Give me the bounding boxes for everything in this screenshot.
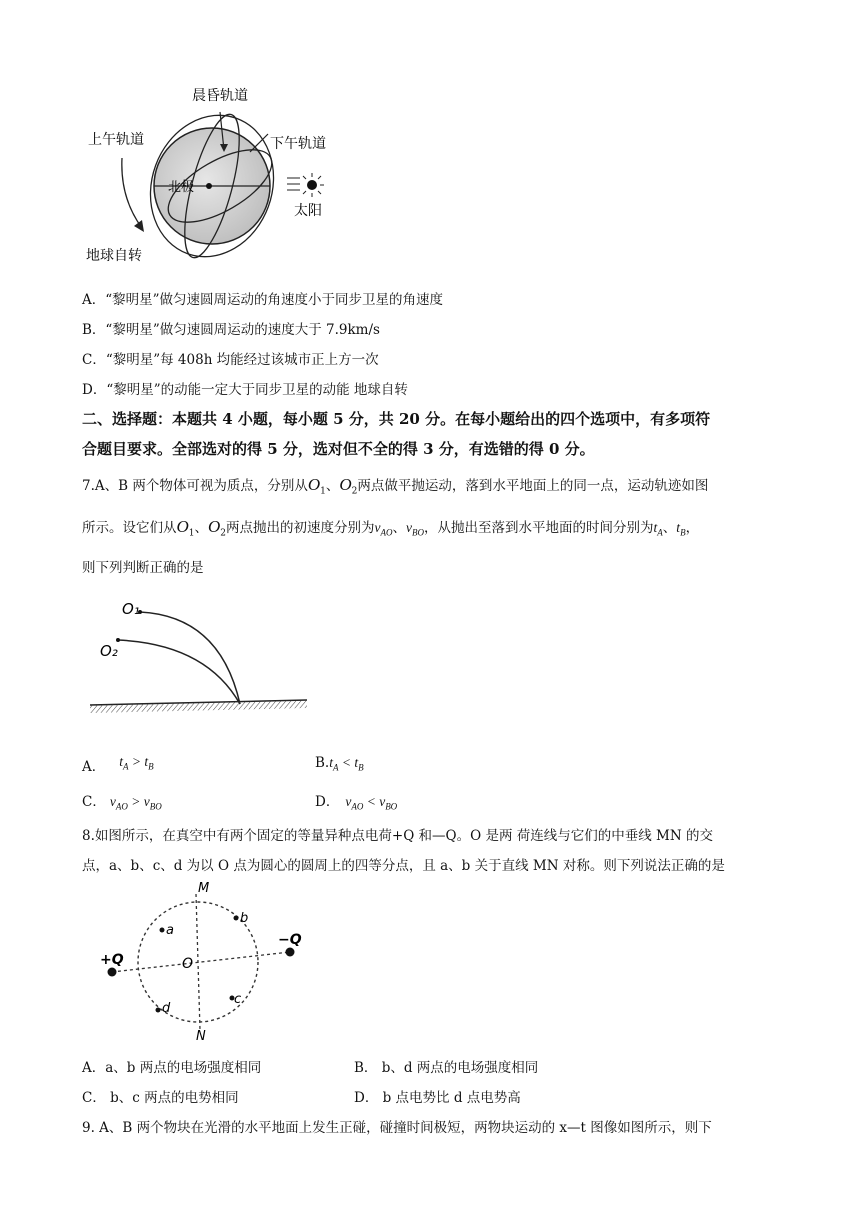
charges-figure (96, 882, 316, 1042)
sun-icon (307, 180, 317, 190)
q7-line1: 7.A、B 两个物体可视为质点，分别从$O_1$、$O_2$两点做平抛运动，落到水平地面上的同一点，运动轨迹如图 (82, 475, 709, 497)
section2-heading-line1: 二、选择题：本题共 4 小题，每小题 5 分，共 20 分。在每小题给出的四个选项中，有多项符 (82, 410, 711, 428)
svg-text:a: a (166, 923, 174, 938)
projectile-figure (82, 592, 312, 722)
svg-text:M: M (198, 882, 210, 896)
negative-charge (286, 948, 295, 957)
satellite-orbit-figure (82, 78, 362, 268)
q7-option-b: $B.t_A < t_B$ (315, 755, 364, 773)
q8-option-c: C． b、c 两点的电势相同 (82, 1090, 239, 1106)
svg-text:d: d (162, 1001, 171, 1016)
svg-text:N: N (196, 1029, 206, 1042)
q8-line2: 点，a、b、c、d 为以 O 点为圆心的圆周上的四等分点，且 a、b 关于直线 MN 对称。则下列说法正确的是 (82, 858, 725, 874)
label-north-pole: 北极 (168, 180, 195, 195)
q7-line3: 则下列判断正确的是 (82, 560, 204, 576)
svg-text:−Q: −Q (278, 932, 302, 948)
q8-option-a: A．a、b 两点的电场强度相同 (82, 1060, 262, 1076)
label-afternoon: 下午轨道 (270, 136, 326, 152)
svg-text:O: O (182, 956, 194, 972)
svg-text:c: c (234, 992, 242, 1007)
q7-line2: 所示。设它们从$O_1$、$O_2$两点抛出的初速度分别为$v_{AO}$、$v_{BO}$，从抛出至落到水平地面的时间分别为$t_A$、$t_B$， (82, 517, 700, 539)
svg-text:b: b (240, 911, 249, 926)
label-morning: 上午轨道 (88, 132, 144, 148)
q6-option-d: D．“黎明星”的动能一定大于同步卫星的动能 地球自转 (82, 382, 408, 398)
q6-option-a: A．“黎明星”做匀速圆周运动的角速度小于同步卫星的角速度 (82, 292, 444, 308)
label-sun: 太阳 (294, 203, 322, 219)
fig-label-o1: O₁ (122, 600, 140, 618)
section2-heading-line2: 合题目要求。全部选对的得 5 分，选对但不全的得 3 分，有选错的得 0 分。 (82, 440, 595, 458)
q6-option-c: C．“黎明星”每 408h 均能经过该城市正上方一次 (82, 352, 379, 368)
q6-option-b: B．“黎明星”做匀速圆周运动的速度大于 7.9km/s (82, 322, 380, 338)
q9-line1: 9. A、B 两个物块在光滑的水平地面上发生正碰，碰撞时间极短，两物块运动的 x—t 图像如图所示，则下 (82, 1120, 712, 1136)
q7-option-d: D． $v_{AO} < v_{BO}$ (315, 794, 398, 812)
q7-option-a: A． $t_A > t_B$ (82, 754, 154, 775)
q8-option-b: B． b、d 两点的电场强度相同 (354, 1060, 539, 1076)
positive-charge (108, 968, 117, 977)
q8-line1: 8.如图所示，在真空中有两个固定的等量异种点电荷+Q 和—Q。O 是两 荷连线与它们的中垂线 MN 的交 (82, 828, 713, 844)
label-earth-rotation: 地球自转 (86, 248, 142, 264)
q8-option-d: D． b 点电势比 d 点电势高 (354, 1090, 521, 1106)
svg-text:+Q: +Q (100, 952, 124, 968)
label-dawn-dusk: 晨昏轨道 (192, 88, 248, 104)
q7-option-c: C． $v_{AO} > v_{BO}$ (82, 794, 162, 812)
fig-label-o2: O₂ (100, 642, 118, 660)
